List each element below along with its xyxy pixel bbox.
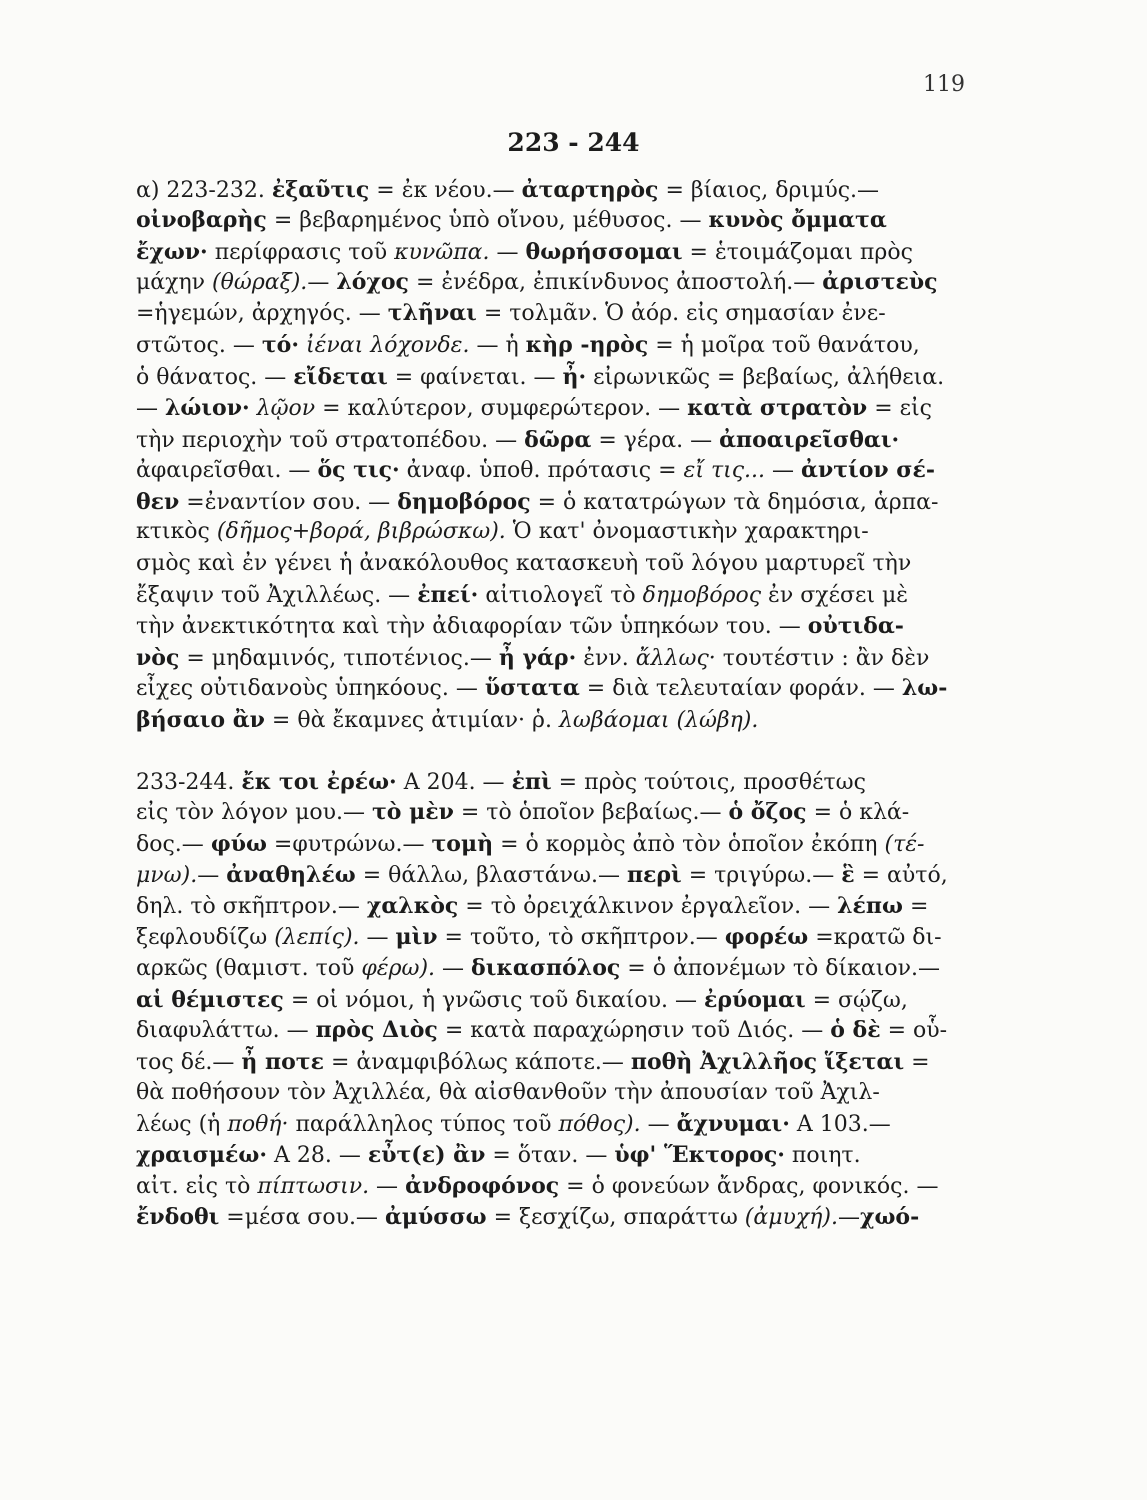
headword: λέπω (837, 893, 903, 919)
headword: δημοβόρος (397, 489, 531, 515)
text-line (136, 1140, 979, 1171)
gloss-text: = τριγύρω.— (681, 863, 842, 888)
gloss-text: ἐν σχέσει μὲ (761, 583, 909, 608)
text-line (136, 330, 979, 361)
text-line (136, 922, 979, 953)
text-line (136, 767, 979, 798)
headword: χραισμέω· (136, 1142, 267, 1168)
headword: ὅς τις· (317, 457, 400, 483)
gloss-text: = θάλλω, βλαστάνω.— (355, 863, 627, 888)
headword: ἀμύσσω (384, 1204, 487, 1230)
text-line (136, 953, 979, 984)
italic-text: φέρω). (361, 956, 436, 981)
text-line (136, 1202, 979, 1233)
headword: ἓ (841, 862, 855, 888)
gloss-text: Ὁ κατ' ὀνομαστικὴν χαρακτηρι- (505, 519, 869, 544)
italic-text: πίπτωσιν. (257, 1174, 370, 1199)
headword: ὑφ' Ἕκτορος· (614, 1142, 785, 1168)
italic-text: ἰέναι λόχονδε. (306, 333, 470, 358)
text-line (136, 362, 979, 393)
gloss-text: = ἐκ νέου.— (369, 178, 522, 203)
headword: ἐρύομαι (703, 987, 806, 1013)
italic-text: (τέ- (884, 832, 925, 857)
text-line (136, 267, 979, 298)
headword: οἰνοβαρὴς (136, 207, 267, 233)
page-number: 119 (923, 72, 965, 97)
text-line (136, 673, 979, 704)
gloss-text: — (765, 458, 802, 483)
headword: ἦ· (562, 364, 587, 390)
text-line (136, 860, 979, 891)
text-line (136, 455, 979, 486)
gloss-text: ποιητ. (784, 1143, 861, 1168)
gloss-text: = τολμᾶν. Ὁ ἀόρ. εἰς σημασίαν ἐνε- (476, 301, 886, 326)
headword: κατὰ στρατὸν (687, 395, 868, 421)
gloss-text: = ὅταν. — (485, 1143, 615, 1168)
headword: τλῆναι (387, 300, 477, 326)
gloss-text: στῶτος. — (136, 333, 262, 358)
gloss-text: =μέσα σου.— (219, 1205, 385, 1230)
headword: δικασπόλος (471, 955, 621, 981)
italic-text: (θώραξ). (212, 270, 308, 295)
headword: ἔχων· (136, 239, 208, 265)
gloss-text: = ἀναμφιβόλως κάποτε.— (323, 1050, 631, 1075)
text-line (136, 549, 979, 579)
text-line (136, 580, 979, 611)
text-line (136, 611, 979, 642)
gloss-text: περίφρασις τοῦ (207, 240, 395, 265)
gloss-text: α) 223-232. (136, 178, 272, 203)
gloss-text: 233-244. (136, 770, 242, 795)
gloss-text (299, 333, 306, 358)
gloss-text: ξεφλουδίζω (136, 925, 275, 950)
gloss-text: αρκῶς (θαμιστ. τοῦ (136, 956, 362, 981)
gloss-text: = (902, 894, 929, 919)
gloss-text: λέως (ἡ (136, 1112, 228, 1137)
gloss-text: — (435, 956, 472, 981)
gloss-text: = ἑτοιμάζομαι πρὸς (682, 240, 913, 265)
gloss-text: = ἐνέδρα, ἐπικίνδυνος ἀποστολή.— (408, 270, 823, 295)
gloss-text: — (369, 1174, 406, 1199)
text-line (136, 891, 979, 922)
gloss-text: τὴν περιοχὴν τοῦ στρατοπέδου. — (136, 428, 525, 453)
headword: εὖτ(ε) ἂν (367, 1142, 486, 1168)
gloss-text: — (359, 925, 396, 950)
gloss-text: = τὸ ὀρειχάλκινον ἐργαλεῖον. — (458, 894, 838, 919)
italic-text: (ἀμυχή). (744, 1205, 838, 1230)
gloss-text: = γέρα. — (591, 428, 720, 453)
italic-text: εἴ τις... (683, 458, 766, 483)
italic-text: λωβάομαι (λώβη). (558, 708, 759, 733)
text-line (136, 205, 979, 236)
headword: ἀριστεὺς (822, 269, 938, 295)
gloss-text: = βίαιος, δριμύς.— (658, 178, 880, 203)
gloss-text: =ἐναντίον σου. — (179, 490, 398, 515)
text-line (136, 1109, 979, 1140)
headword: μὶν (395, 924, 438, 950)
gloss-text: = πρὸς τούτοις, προσθέτως (551, 770, 866, 795)
gloss-text: = σῴζω, (805, 988, 908, 1013)
headword: θωρήσσομαι (525, 239, 683, 265)
gloss-text: παράλληλος τύπος τοῦ (288, 1112, 559, 1137)
text-line (136, 298, 979, 329)
gloss-text: αἰτιολογεῖ τὸ (478, 583, 643, 608)
text-line (136, 487, 979, 518)
headword: τομὴ (431, 831, 494, 857)
gloss-text: =κρατῶ δι- (808, 925, 942, 950)
headword: ἀταρτηρὸς (521, 177, 659, 203)
gloss-text: — (640, 1112, 677, 1137)
headword: χαλκὸς (366, 893, 459, 919)
gloss-text: — (307, 270, 337, 295)
headword: ὁ ὄζος (728, 799, 807, 825)
headword: πρὸς Διὸς (315, 1017, 438, 1043)
gloss-text: = φαίνεται. — (387, 365, 563, 390)
headword: νὸς (136, 645, 180, 671)
gloss-text: εἰς τὸν λόγον μου.— (136, 800, 372, 825)
text-line (136, 705, 979, 736)
text-line (136, 175, 979, 206)
text-line (136, 1015, 979, 1046)
gloss-text: ἐνν. (576, 646, 636, 671)
gloss-text: τος δέ.— (136, 1050, 242, 1075)
gloss-text: — (197, 863, 227, 888)
gloss-text: ὁ θάνατος. — (136, 365, 294, 390)
headword: χωό- (859, 1204, 920, 1230)
gloss-text: κτικὸς (136, 519, 217, 544)
headword: ποθὴ Ἀχιλλῆος ἵξεται (630, 1049, 905, 1075)
text-line (136, 1078, 979, 1108)
headword: ἀποαιρεῖσθαι· (719, 427, 900, 453)
gloss-text: = ἡ μοῖρα τοῦ θανάτου, (648, 333, 920, 358)
text-line (136, 393, 979, 424)
headword: τό· (261, 332, 299, 358)
gloss-text: — ἡ (469, 333, 526, 358)
gloss-text: διαφυλάττω. — (136, 1018, 316, 1043)
text-line (136, 425, 979, 456)
italic-text: κυνῶπα. (394, 240, 490, 265)
gloss-text: — (136, 396, 165, 421)
gloss-text: αἰτ. εἰς τὸ (136, 1174, 258, 1199)
headword: ἀνδροφόνος (405, 1173, 560, 1199)
headword: λώιον· (165, 395, 250, 421)
text-line (136, 643, 979, 674)
gloss-text: = διὰ τελευταίαν φοράν. — (579, 676, 902, 701)
headword: ἀντίον σέ- (801, 457, 936, 483)
gloss-text: = οἱ νόμοι, ἡ γνῶσις τοῦ δικαίου. — (283, 988, 704, 1013)
gloss-text: σμὸς καὶ ἐν γένει ἡ ἀνακόλουθος κατασκευὴ τοῦ λόγου μαρτυρεῖ τὴν (136, 551, 912, 576)
gloss-text: = ξεσχίζω, σπαράττω (486, 1205, 745, 1230)
gloss-text: θὰ ποθήσουν τὸν Ἀχιλλέα, θὰ αἰσθανθοῦν τὴν ἀπουσίαν τοῦ Ἀχιλ- (136, 1080, 880, 1105)
headword: θεν (136, 489, 180, 515)
headword: αἱ θέμιστες (136, 987, 284, 1013)
headword: λω- (901, 675, 948, 701)
gloss-text: — (489, 240, 526, 265)
headword: ἐπεί· (417, 582, 479, 608)
headword: κυνὸς ὄμματα (708, 207, 887, 233)
gloss-text: = ὁ κορμὸς ἀπὸ τὸν ὁποῖον ἐκόπη (493, 832, 885, 857)
gloss-text: εἰρωνικῶς = βεβαίως, ἀλήθεια. (586, 365, 945, 390)
gloss-text: τουτέστιν : ἂν δὲν (715, 646, 930, 671)
gloss-text (250, 396, 257, 421)
italic-text: μνω). (136, 863, 198, 888)
headword: ὕστατα (484, 675, 580, 701)
text-line (136, 829, 979, 860)
gloss-text: = κατὰ παραχώρησιν τοῦ Διός. — (437, 1018, 831, 1043)
gloss-text: = οὗ- (880, 1018, 948, 1043)
headword: λόχος (336, 269, 409, 295)
italic-text: (λεπίς). (274, 925, 360, 950)
gloss-text: μάχην (136, 270, 213, 295)
gloss-text: ἀφαιρεῖσθαι. — (136, 458, 318, 483)
headword: ὁ δὲ (830, 1017, 881, 1043)
headword: ἐξαῦτις (271, 177, 370, 203)
gloss-text: ἔξαψιν τοῦ Ἀχιλλέως. — (136, 583, 418, 608)
gloss-text: = (904, 1050, 930, 1075)
headword: κὴρ -ηρὸς (525, 332, 649, 358)
headword: ἐπὶ (511, 769, 552, 795)
text-line (136, 517, 979, 547)
text-line (136, 1047, 979, 1078)
gloss-text: = καλύτερον, συμφερώτερον. — (315, 396, 688, 421)
headword: δῶρα (524, 427, 592, 453)
italic-text: ἄλλως· (635, 646, 716, 671)
headword: οὐτιδα- (807, 613, 904, 639)
gloss-text: τὴν ἀνεκτικότητα καὶ τὴν ἀδιαφορίαν τῶν ὑπηκόων του. — (136, 614, 808, 639)
gloss-text: Α 28. — (266, 1143, 368, 1168)
text-line (136, 985, 979, 1016)
gloss-text: = τὸ ὁποῖον βεβαίως.— (453, 800, 729, 825)
gloss-text: δος.— (136, 832, 211, 857)
gloss-text: Α 204. — (396, 770, 512, 795)
gloss-text: = ὁ κατατρώγων τὰ δημόσια, ἁρπα- (530, 490, 939, 515)
headword: ἦ ποτε (241, 1049, 324, 1075)
headword: ἀναθηλέω (226, 862, 356, 888)
gloss-text: = ὁ κλά- (806, 800, 910, 825)
gloss-text: =ἡγεμών, ἀρχηγός. — (136, 301, 388, 326)
headword: ἄχνυμαι· (676, 1111, 790, 1137)
gloss-text: = βεβαρημένος ὑπὸ οἴνου, μέθυσος. — (266, 208, 709, 233)
gloss-text: = θὰ ἔκαμνες ἀτιμίαν· ῥ. (264, 708, 559, 733)
italic-text: δημοβόρος (642, 583, 762, 608)
headword: ἦ γάρ· (498, 645, 577, 671)
headword: φύω (210, 831, 267, 857)
headword: τὸ μὲν (371, 799, 454, 825)
gloss-text: = εἰς (867, 396, 932, 421)
italic-text: (δῆμος+βορά, βιβρώσκω). (216, 519, 506, 544)
text-line (136, 237, 979, 268)
gloss-text: = αὐτό, (854, 863, 948, 888)
italic-text: λῷον (256, 396, 316, 421)
gloss-text: = τοῦτο, τὸ σκῆπτρον.— (437, 925, 725, 950)
headword: εἴδεται (293, 364, 388, 390)
gloss-text: = ὁ φονεύων ἄνδρας, φονικός. — (559, 1174, 939, 1199)
headword: περὶ (626, 862, 682, 888)
text-line (136, 797, 979, 828)
italic-text: πόθος). (558, 1112, 641, 1137)
gloss-text: =φυτρώνω.— (266, 832, 432, 857)
gloss-text: = ὁ ἀπονέμων τὸ δίκαιον.— (620, 956, 941, 981)
headword: ἔκ τοι ἐρέω· (241, 769, 397, 795)
gloss-text: = μηδαμινός, τιποτένιος.— (179, 646, 499, 671)
section-title: 223 - 244 (507, 128, 640, 157)
italic-text: ποθή· (227, 1112, 289, 1137)
text-line (136, 1171, 979, 1202)
headword: βήσαιο ἂν (136, 707, 265, 733)
gloss-text: δηλ. τὸ σκῆπτρον.— (136, 894, 367, 919)
headword: ἔνδοθι (136, 1204, 220, 1230)
gloss-text: εἶχες οὐτιδανοὺς ὑπηκόους. — (136, 676, 485, 701)
gloss-text: Α 103.— (789, 1112, 891, 1137)
headword: φορέω (724, 924, 809, 950)
gloss-text: ἀναφ. ὑποθ. πρότασις = (399, 458, 684, 483)
gloss-text: — (837, 1205, 860, 1230)
